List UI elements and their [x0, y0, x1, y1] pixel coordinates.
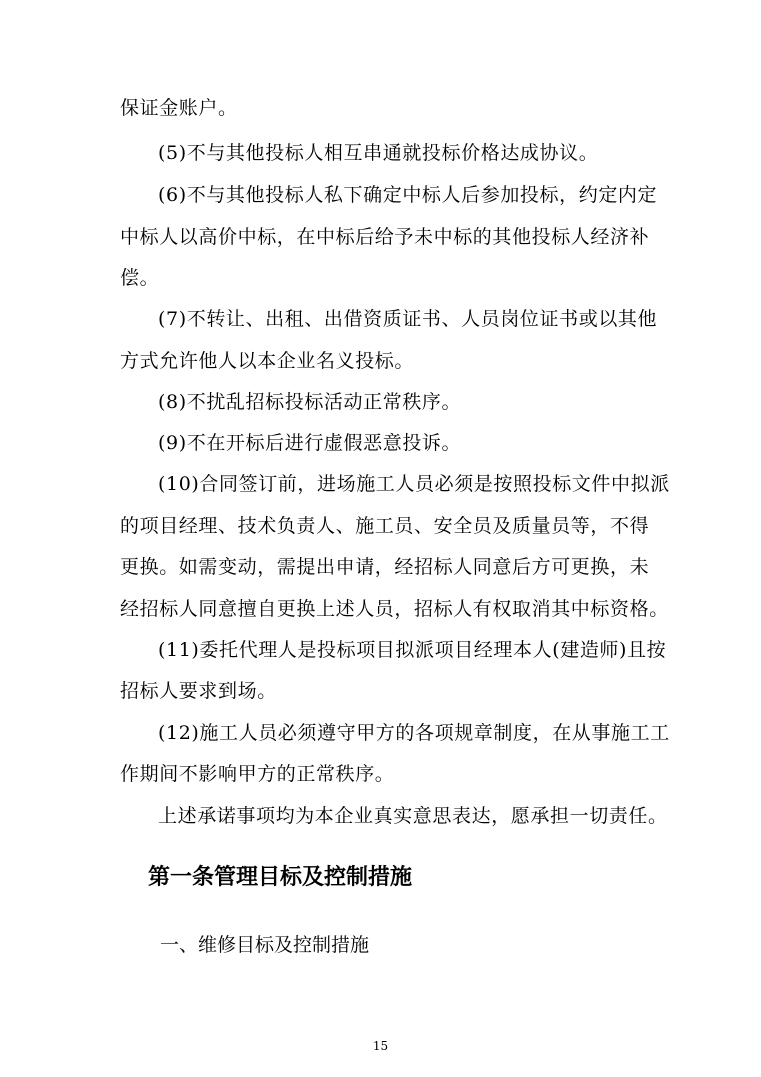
text-line: 上述承诺事项均为本企业真实意思表达，愿承担一切责任。 — [158, 805, 668, 827]
text-line: (7)不转让、出租、出借资质证书、人员岗位证书或以其他 — [158, 308, 658, 330]
text-line: 作期间不影响甲方的正常秩序。 — [120, 763, 395, 785]
text-line: (10)合同签订前，进场施工人员必须是按照投标文件中拟派 — [158, 473, 670, 495]
text-line: 招标人要求到场。 — [120, 680, 277, 702]
text-line: 更换。如需变动，需提出申请，经招标人同意后方可更换，未 — [120, 556, 650, 578]
text-line: 中标人以高价中标，在中标后给予未中标的其他投标人经济补 — [120, 226, 650, 248]
subsection-heading: 一、维修目标及控制措施 — [160, 934, 370, 956]
text-line: (11)委托代理人是投标项目拟派项目经理本人(建造师)且按 — [158, 639, 667, 661]
text-line: (12)施工人员必须遵守甲方的各项规章制度，在从事施工工 — [158, 722, 670, 744]
page-number: 15 — [372, 1039, 389, 1053]
section-heading: 第一条管理目标及控制措施 — [148, 865, 413, 890]
text-line: 经招标人同意擅自更换上述人员，招标人有权取消其中标资格。 — [120, 598, 669, 620]
text-line: 的项目经理、技术负责人、施工员、安全员及质量员等，不得 — [120, 515, 650, 537]
text-line: (9)不在开标后进行虚假恶意投诉。 — [158, 432, 462, 454]
text-line: (5)不与其他投标人相互串通就投标价格达成协议。 — [158, 142, 599, 164]
text-line: 偿。 — [120, 267, 160, 289]
text-line: (8)不扰乱招标投标活动正常秩序。 — [158, 391, 462, 413]
text-line: 方式允许他人以本企业名义投标。 — [120, 350, 415, 372]
text-line: (6)不与其他投标人私下确定中标人后参加投标，约定内定 — [158, 184, 658, 206]
text-line: 保证金账户。 — [120, 97, 238, 119]
